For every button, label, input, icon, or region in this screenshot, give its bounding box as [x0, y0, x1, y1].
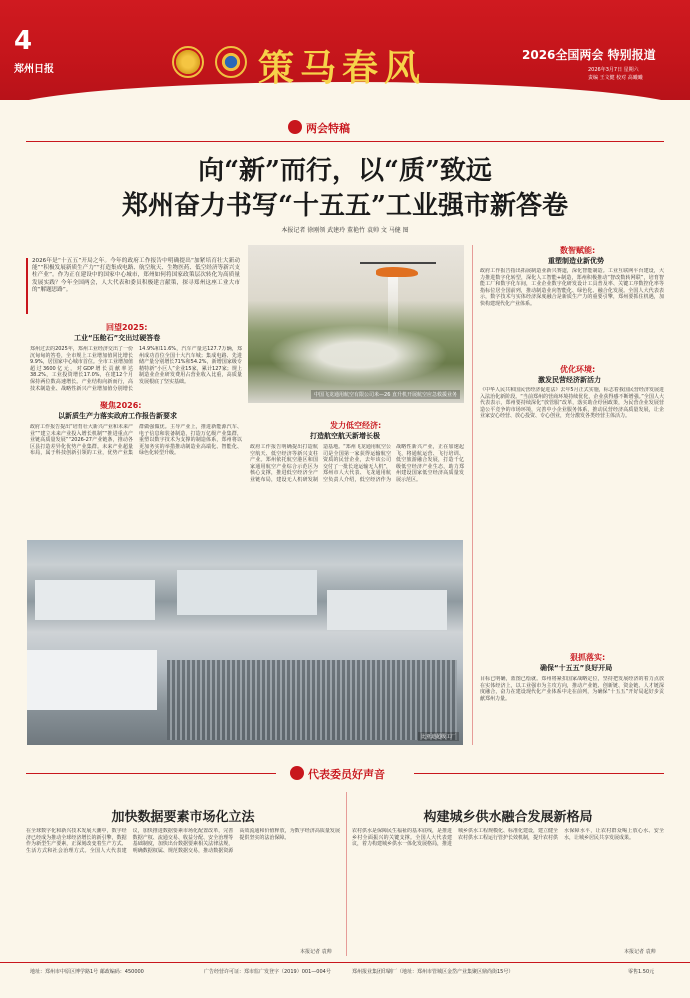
lower-band-rule-left: [26, 773, 276, 774]
right-article-author: 本报记者 袁帅: [624, 949, 656, 955]
helicopter-rotor: [360, 262, 436, 264]
editors-line: 责编 王文健 校对 高曦曦: [588, 75, 643, 81]
national-emblem-icon: [172, 46, 204, 78]
footer-rule: [0, 962, 690, 963]
lower-band-rule-right: [414, 773, 664, 774]
helicopter-photo: [248, 245, 464, 403]
lede-box: [26, 258, 240, 314]
section-2-body: 政府工作报告提出“培育壮大新兴产业和未来产业”“建立未来产业投入增长机制”“推进重点产业链高质量发展”“2026-27产业链条，推动各区县打造差异化优势产业集群。未来产业超量布局，属于科技创新引领的工业，优势产业集群做强做优。主导产业上，推进新能源汽车、电子信息和装备制造，打造万亿级产业集群，重塑以数字技术为支撑的制造体系，郑州将以更加务实的举措推动制造业高端化、智能化、绿色化转型升级。: [30, 424, 242, 457]
factory-roof-3: [327, 590, 447, 630]
factory-photo-caption: 比亚迪超级工厂: [418, 732, 459, 741]
factory-roof-4: [27, 650, 157, 710]
section-4-body: 政府工作报告指出拓展制造业新兴赛道，深化智能制造。工业互联网平台建设，大力推进数字化转型，深化人工智能+制造，郑州积极推动“智改数转网联”，培育智能工厂和数字化车间，工业企业数字化研发设计工具普及率、关键工序数控化率等指标位居全国前列，推动制造业向智能化、绿色化、融合化发展。全国人大代表表示，数字技术与实体经济深度融合是新质生产力的重要引擎，郑州要抓住机遇，加快构建现代化产业体系。: [480, 268, 664, 307]
left-article-body: 在全球数字化和新兴技术发展大潮中，数字经济已经成为推动全球经济增长的新引擎，数据作为新型生产要素，正深刻改变着生产方式、生活方式和社会治理方式。全国人大代表建议，加快推进数据要素市场化配置改革，完善数据产权、流通交易、收益分配、安全治理等基础制度，加快出台数据要素相关法律法规，明确数据权属、规范数据交易，推动数据资源高效流通和价值释放，为数字经济高质量发展提供坚实的法治保障。: [26, 828, 340, 854]
footer-price: 零售1.50元: [628, 969, 655, 975]
left-article-title: 加快数据要素市场化立法: [111, 810, 255, 825]
section-1-body: 郑州过去的2025年，郑州工业经济交出了一份沉甸甸的答卷，全市规上工业增加值同比增长9.9%，居国家中心城市首位。全市工业增加值超过3600亿元，对GDP增长贡献率达38.2%，工业投资增长17.0%，在建12个月保持两位数高速增长。产业结构向新而行，高技术制造业、战略性新兴产业增加值分别增长14.9%和11.6%，汽车产量达127.7万辆，郑州成功首位全国十大汽车城；集成电路、先进储产量分别增长71%和54.2%，新增国家级专精特新“小巨人”企业15家，累计127家；规上制造业企业研发费用占营业收入比重，高质量发展根底了坚实基础。: [30, 346, 242, 392]
section-3-sub: 打造航空航天新增长极: [310, 432, 380, 440]
date-line: 2026年3月7日 星期六: [588, 67, 639, 73]
lede-text: 2026年是“十五五”开局之年。今年的政府工作报告中明确提出“加紧培育壮大新动能”“积极发展新质生产力”“打造集成电路、航空航天、生物医药、低空经济等新兴支柱产业”。作为正在建设中的国家中心城市，郑州如何将国家政策层次转化为高质量发展实践？今年全国两会，人大代表和委员积极建言献策，探寻郑州这座工业大市的“解题思路”。: [32, 258, 240, 293]
byline: 本报记者 徐刚领 武建玲 董艳竹 袁帅 文 马健 图: [281, 227, 409, 234]
section-5-sub: 激发民营经济新活力: [538, 376, 601, 384]
kicker-label: 两会特稿: [306, 122, 350, 135]
lower-divider: [346, 792, 347, 956]
special-report-banner: 2026全国两会 特别报道: [522, 48, 656, 62]
section-1-sub: 工业“压舱石”交出过硬答卷: [74, 334, 161, 342]
section-5-head: 优化环境:: [560, 365, 596, 374]
section-4-sub: 重塑制造业新优势: [548, 257, 604, 265]
headline-line-1: 向“新”而行，以“质”致远: [198, 156, 492, 186]
section-6-body: 目标已明确，蓝图已绘就。郑州将紧扣国家战略定位，坚持把发展经济的着力点放在实体经济上，以工业强市为主攻方向，推动产业链、创新链、资金链、人才链深度融合，奋力在建设现代化产业体系中走在前列，为确保“十五五”开好局起好步贡献郑州力量。: [480, 676, 664, 702]
section-4-head: 数智赋能:: [560, 246, 596, 255]
kicker-rule: [26, 141, 664, 142]
kicker-icon: [288, 120, 302, 134]
right-article-title: 构建城乡供水融合发展新格局: [423, 810, 593, 825]
factory-roof-2: [177, 570, 317, 615]
column-title: 策马春风: [258, 47, 427, 89]
section-3-body: 政府工作报告明确提出打造航空航天、低空经济等新兴支柱产业。郑州依托航空港区和国家通用航空产业综合示范区为核心支撑，推进低空经济全产业链布局，建设无人机研发制造基地。“郑州飞龙通用航空公司是全国第一家获得运输航空资质的民营企业，去年该公司交付了一批长途运输无人机”，郑州市人大代表、飞龙通用航空负责人介绍，低空经济作为战略性新兴产业，正在加速起飞，将通航运营、飞行培训、低空旅游融合发展，打造千亿级低空经济产业生态，助力郑州建设国家低空经济高质量发展示范区。: [250, 444, 464, 483]
car-lot: [167, 660, 457, 740]
section-1-head: 回望2025:: [106, 323, 148, 332]
reps-voice-icon: [290, 766, 304, 780]
reps-voice-title: 代表委员好声音: [308, 768, 385, 781]
footer-address: 地址：郑州市中原区博学路1号 邮政编码：450000: [30, 969, 144, 975]
section-2-sub: 以新质生产力落实政府工作报告新要求: [58, 412, 177, 420]
smoke-cloud: [268, 325, 448, 385]
right-column-rule: [472, 245, 473, 745]
footer-printer: 郑州报业集团印刷厂（地址：郑州市管城区金岱产业集聚区鼎尚街15号）: [352, 969, 514, 975]
factory-roof-1: [35, 580, 155, 620]
section-3-head: 发力低空经济:: [330, 421, 382, 430]
footer-ad-license: 广告经营许可证：郑市监广发登字（2019）001—004号: [204, 969, 331, 975]
helicopter-photo-caption: 中国飞龙通用航空有限公司米—26 直升机开展航空应急救援业务: [311, 390, 460, 399]
cppcc-emblem-icon: [215, 46, 247, 78]
section-5-body: 《中华人民共和国民营经济促进法》去年5月正式实施，标志着我国民营经济发展进入法治化新阶段。“当前郑州的营商环境持续优化，企业获得感不断增强。”全国人大代表表示，郑州要持续深化“放管服”改革，落实助企纾困政策，为民营企业发展营造公平竞争的市场环境，完善中小企业服务体系，推动民营经济高质量发展，让企业家安心经营、放心投资、专心创业，充分激发各类经营主体活力。: [480, 387, 664, 420]
paper-name: 郑州日报: [14, 64, 54, 75]
section-6-head: 狠抓落实:: [570, 653, 606, 662]
section-2-head: 聚焦2026:: [100, 401, 142, 410]
helicopter-shape: [376, 267, 418, 277]
factory-aerial-photo: [27, 540, 463, 745]
page-number: 4: [14, 26, 33, 56]
left-article-author: 本报记者 袁帅: [300, 949, 332, 955]
section-6-sub: 确保“十五五”良好开局: [540, 664, 613, 672]
headline-line-2: 郑州奋力书写“十五五”工业强市新答卷: [122, 191, 568, 221]
right-article-body: 农村供水是保障民生福祉的基本底线，是推进乡村全面振兴的关键支撑。全国人大代表建议，着力构建城乡供水一体化发展格局，推进城乡供水工程规模化、标准化建设，建立健全农村供水工程运行管护长效机制，提升农村供水保障水平，让农村群众喝上放心水、安全水，让城乡居民共享发展成果。: [352, 828, 664, 848]
